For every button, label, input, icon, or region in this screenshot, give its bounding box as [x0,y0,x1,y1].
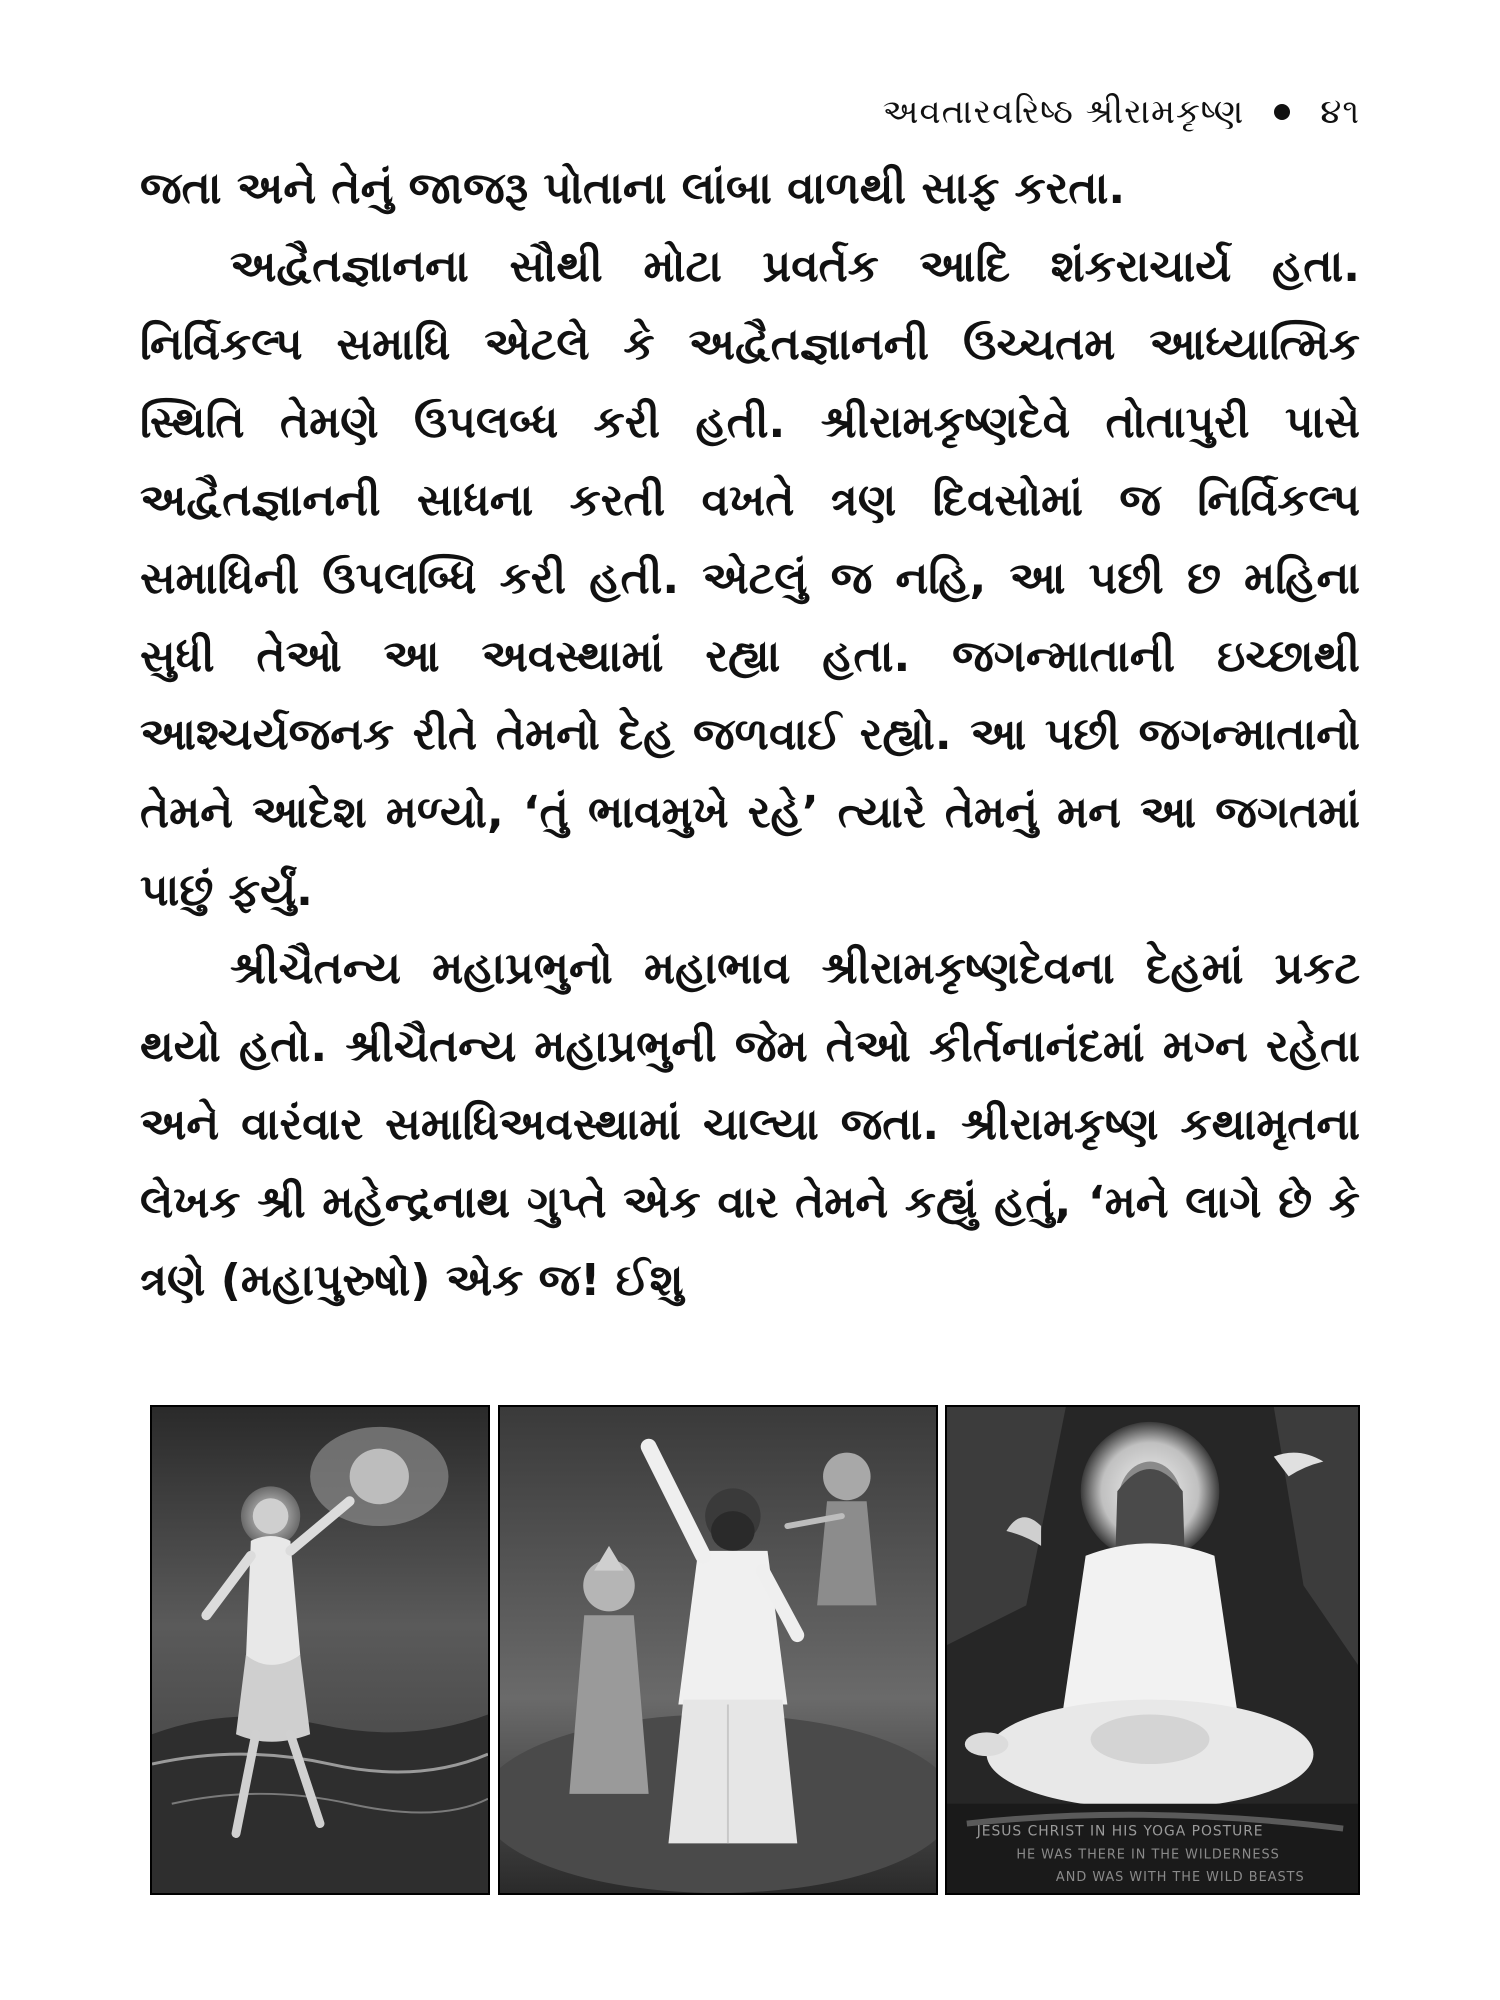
dancing-saint-drawing [152,1407,488,1893]
running-title: અવતારવરિષ્ઠ શ્રીરામકૃષ્ણ [882,92,1245,132]
paragraph: શ્રીચૈતન્ય મહાપ્રભુનો મહાભાવ શ્રીરામકૃષ્ણદેવના દેહમાં પ્રકટ થયો હતો. શ્રીચૈતન્ય મહાપ્રભુની જેમ તેઓ કીર્તનાનંદમાં મગ્ન રહેતા અને વારંવાર સમાધિઅવસ્થામાં ચાલ્યા જતા. શ્રીરામકૃષ્ણ કથામૃતના લેખક શ્રી મહેન્દ્રનાથ ગુપ્તે એક વાર તેમને કહ્યું હતું, ‘મને લાગે છે કે ત્રણે (મહાપુરુષો) એક જ! ઈશુ [140,943,1360,1306]
caption-line-2: HE WAS THERE IN THE WILDERNESS [1016,1847,1280,1863]
running-header [883,92,1360,132]
body-text [140,150,1360,1320]
caption-line-1: JESUS CHRIST IN HIS YOGA POSTURE [976,1823,1264,1840]
illustration-strip [150,1405,1360,1895]
illustration-dancing-saint [150,1405,490,1895]
three-figures-drawing [500,1407,936,1893]
meditating-figure-drawing [947,1407,1358,1893]
caption-line-3: AND WAS WITH THE WILD BEASTS [1055,1870,1305,1886]
bullet-separator [1274,104,1290,120]
paragraph: જતા અને તેનું જાજરૂ પોતાના લાંબા વાળથી સાફ કરતા. [140,163,1126,214]
paragraph: અદ્વૈતજ્ઞાનના સૌથી મોટા પ્રવર્તક આદિ શંકરાચાર્ય હતા. નિર્વિકલ્પ સમાધિ એટલે કે અદ્વૈતજ્ઞાનની ઉચ્ચતમ આધ્યાત્મિક સ્થિતિ તેમણે ઉપલબ્ધ કરી હતી. શ્રીરામકૃષ્ણદેવે તોતાપુરી પાસે અદ્વૈતજ્ઞાનની સાધના કરતી વખતે ત્રણ દિવસોમાં જ નિર્વિકલ્પ સમાધિની ઉપલબ્ધિ કરી હતી. એટલું જ નહિ, આ પછી છ મહિના સુધી તેઓ આ અવસ્થામાં રહ્યા હતા. જગન્માતાની ઇચ્છાથી આશ્ચર્યજનક રીતે તેમનો દેહ જળવાઈ રહ્યો. આ પછી જગન્માતાનો તેમને આદેશ મળ્યો, ‘તું ભાવમુખે રહે’ ત્યારે તેમનું મન આ જગતમાં પાછું ફર્યું. [140,241,1360,916]
illustration-meditating-figure [945,1405,1360,1895]
illustration-three-figures [498,1405,938,1895]
page-number: ૪૧ [1320,92,1360,132]
